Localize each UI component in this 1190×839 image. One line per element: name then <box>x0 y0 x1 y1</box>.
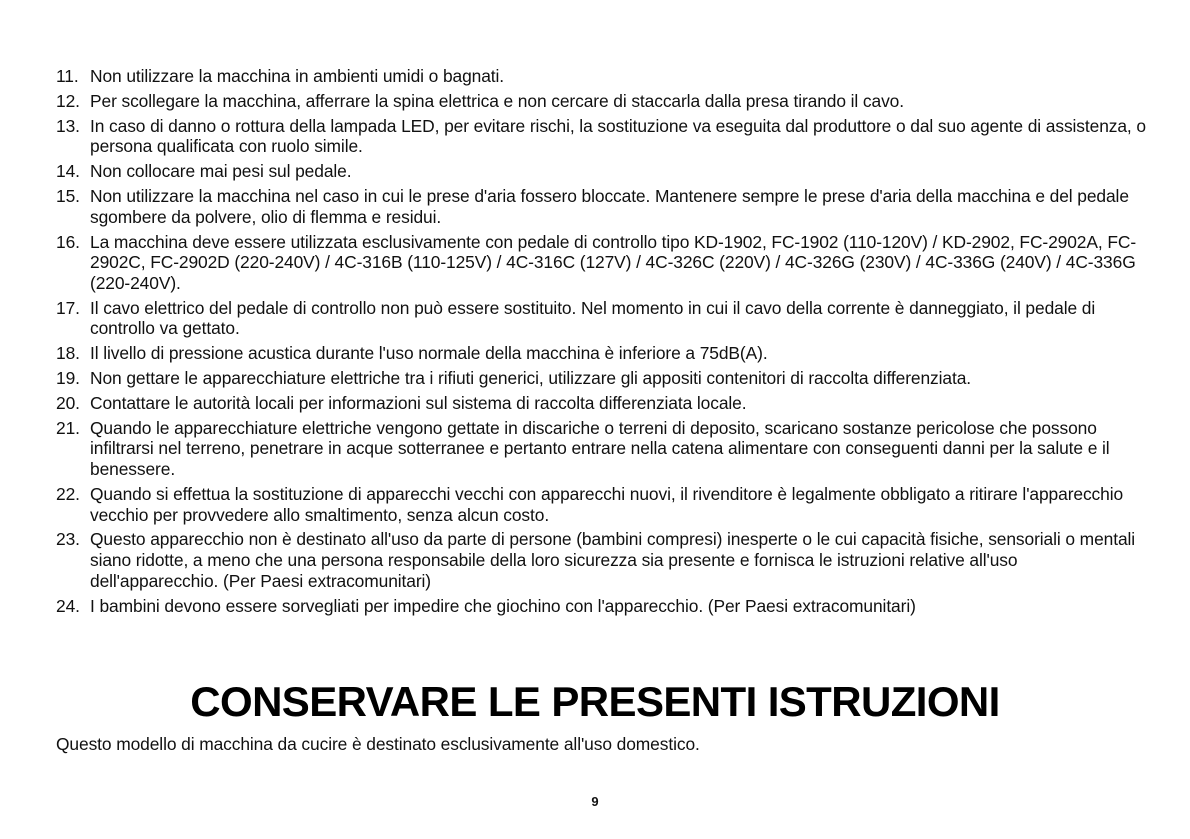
item-number: 11. <box>56 66 79 86</box>
usage-note: Questo modello di macchina da cucire è destinato esclusivamente all'uso domestico. <box>56 734 700 754</box>
page-number: 9 <box>591 794 599 809</box>
item-number: 24. <box>56 595 80 616</box>
item-text: Questo apparecchio non è destinato all'uso da parte di persone (bambini compresi) inesperte o le cui capacità fisiche, sensoriali o mentali siano ridotte, a meno che una persona responsabile della loro sicurezza sia presente e fornisca le istruzioni relative all'uso dell'apparecchio. (Per Paesi extracomunitari) <box>90 529 1136 591</box>
item-text: I bambini devono essere sorvegliati per impedire che giochino con l'apparecchio. (Per Paesi extracomunitari) <box>90 595 916 616</box>
list-item <box>56 418 1146 480</box>
list-item <box>56 343 1146 364</box>
item-number: 17. <box>56 297 80 318</box>
item-text: In caso di danno o rottura della lampada LED, per evitare rischi, la sostituzione va eseguita dal produttore o dal suo agente di assistenza, o persona qualificata con ruolo simile. <box>90 115 1146 157</box>
item-number: 15. <box>56 186 80 207</box>
list-item <box>56 393 1146 414</box>
item-number: 12. <box>56 90 80 111</box>
item-number: 20. <box>56 392 80 413</box>
list-item <box>56 91 1146 112</box>
item-number: 23. <box>56 529 80 550</box>
item-text: Il livello di pressione acustica durante l'uso normale della macchina è inferiore a 75dB(A). <box>90 343 768 364</box>
item-text: Non utilizzare la macchina in ambienti umidi o bagnati. <box>90 66 505 86</box>
item-text: Per scollegare la macchina, afferrare la spina elettrica e non cercare di staccarla dalla presa tirando il cavo. <box>90 90 904 111</box>
item-text: Il cavo elettrico del pedale di controllo non può essere sostituito. Nel momento in cui il cavo della corrente è danneggiato, il pedale di controllo va gettato. <box>90 297 1096 339</box>
item-number: 16. <box>56 231 80 252</box>
item-text: Quando si effettua la sostituzione di apparecchi vecchi con apparecchi nuovi, il rivenditore è legalmente obbligato a ritirare l'apparecchio vecchio per provvedere allo smaltimento, senza alcun costo. <box>90 483 1124 525</box>
item-text: Non collocare mai pesi sul pedale. <box>90 161 352 182</box>
item-number: 21. <box>56 417 80 438</box>
safety-instructions-list <box>56 66 1146 620</box>
section-heading: CONSERVARE LE PRESENTI ISTRUZIONI <box>190 678 1000 725</box>
item-text: Non gettare le apparecchiature elettriche tra i rifiuti generici, utilizzare gli appositi contenitori di raccolta differenziata. <box>90 368 972 389</box>
list-item <box>56 484 1146 525</box>
list-item <box>56 232 1146 294</box>
list-item <box>56 161 1146 182</box>
item-text: Contattare le autorità locali per informazioni sul sistema di raccolta differenziata locale. <box>90 392 747 413</box>
item-number: 22. <box>56 483 80 504</box>
item-number: 14. <box>56 161 80 182</box>
list-item <box>56 368 1146 389</box>
item-number: 19. <box>56 368 80 389</box>
item-number: 18. <box>56 343 80 364</box>
list-item <box>56 186 1146 227</box>
list-item <box>56 596 1146 617</box>
list-item <box>56 298 1146 339</box>
list-item <box>56 116 1146 157</box>
item-number: 13. <box>56 115 80 136</box>
list-item <box>56 529 1146 591</box>
list-item <box>56 66 1146 87</box>
item-text: Non utilizzare la macchina nel caso in cui le prese d'aria fossero bloccate. Mantenere sempre le prese d'aria della macchina e del pedale sgombere da polvere, olio di flemma e residui. <box>90 186 1129 227</box>
item-text: La macchina deve essere utilizzata esclusivamente con pedale di controllo tipo KD-1902, FC-1902 (110-120V) / KD-2902, FC-2902A, FC-2902C, FC-2902D (220-240V) / 4C-316B (110-125V) / 4C-316C (127V) / 4C-326C (220V) / 4C-326G (230V) / 4C-336G (240V) / 4C-336G (220-240V). <box>90 231 1137 293</box>
item-text: Quando le apparecchiature elettriche vengono gettate in discariche o terreni di deposito, scaricano sostanze pericolose che possono infiltrarsi nel terreno, penetrare in acque sotterranee e pertanto entrare nella catena alimentare con conseguenti danni per la salute e il benessere. <box>90 417 1110 480</box>
